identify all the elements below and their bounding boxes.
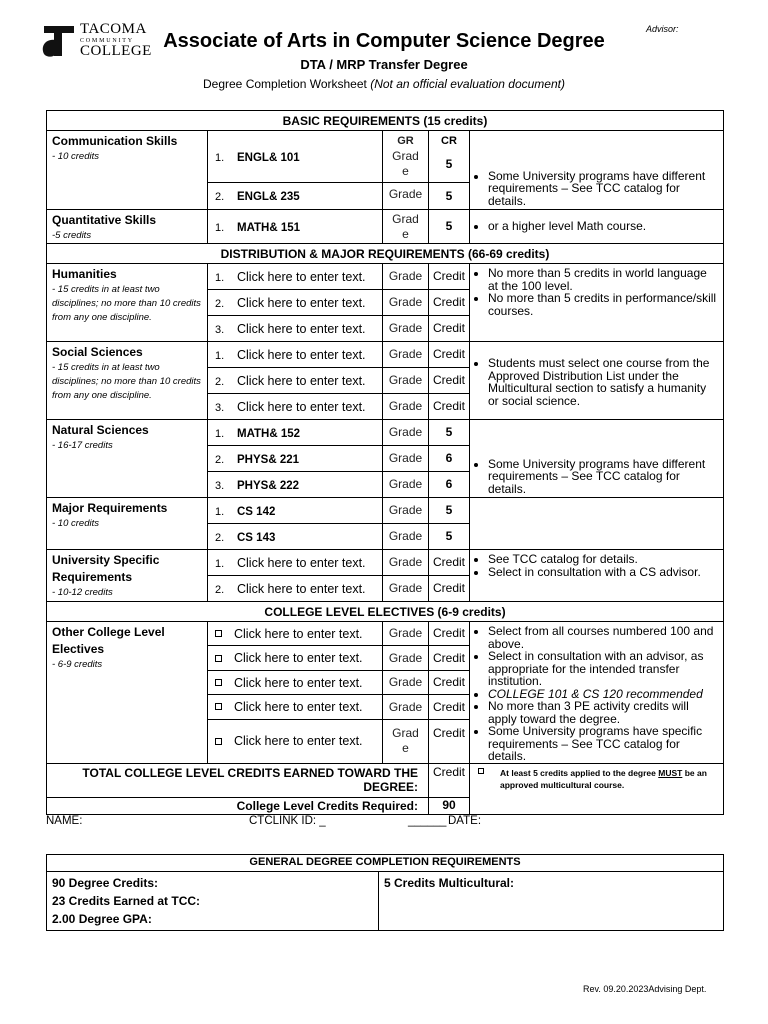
worksheet-table (46, 110, 724, 815)
electives-heading: COLLEGE LEVEL ELECTIVES (6-9 credits) (47, 602, 724, 622)
electives-cell (47, 622, 208, 764)
grade-field[interactable] (383, 342, 429, 368)
communication-note (470, 131, 724, 210)
credits-math151: 5 (429, 210, 470, 244)
social-sciences-cell (47, 342, 208, 420)
worksheet-label: Degree Completion Worksheet (203, 77, 371, 91)
course-placeholder: Click here to enter text. (237, 347, 366, 362)
course-math151 (208, 210, 383, 244)
note-item: • Some University programs have specific requirements – See TCC catalog for details. (488, 725, 719, 763)
grade-placeholder: Grade (388, 503, 423, 517)
page-title: Associate of Arts in Computer Science Degree (163, 30, 605, 52)
course-code: ENGL& 101 (237, 151, 300, 164)
credit-field[interactable] (429, 394, 470, 420)
course-code: PHYS& 221 (237, 453, 300, 466)
credits-engl235: 5 (429, 183, 470, 210)
note-item: • No more than 3 PE activity credits will apply toward the degree. (488, 700, 719, 725)
course-code: ENGL& 235 (237, 191, 300, 203)
gpa-label: 2.00 Degree GPA: (52, 912, 152, 926)
grade-field[interactable] (383, 622, 429, 646)
grade-placeholder: Grade (388, 295, 423, 309)
table-row (47, 420, 724, 446)
credit-placeholder: Credit (432, 347, 465, 361)
grade-placeholder: Grade (388, 425, 423, 439)
course-entry-field[interactable] (208, 576, 383, 602)
grade-placeholder: Grade (388, 675, 423, 690)
checkbox-icon[interactable] (215, 738, 222, 745)
general-requirements-table (46, 854, 724, 931)
electives-label: Other College Level Electives (52, 625, 165, 656)
course-math152 (208, 420, 383, 446)
total-credits-value: Credit (433, 765, 465, 779)
quantitative-skills-cell (47, 210, 208, 244)
total-credits-label: TOTAL COLLEGE LEVEL CREDITS EARNED TOWARD THE DEGREE: (47, 763, 429, 797)
credit-placeholder: Credit (432, 295, 465, 309)
course-number: 2. (215, 375, 225, 388)
credit-value: 5 (429, 420, 470, 446)
required-credits-label: College Level Credits Required: (47, 797, 429, 814)
table-row (47, 498, 724, 524)
course-number: 3. (215, 323, 225, 336)
course-cs143 (208, 524, 383, 550)
ctclink-blank: ______ (408, 815, 447, 827)
university-specific-cell (47, 550, 208, 602)
course-placeholder: Click here to enter text. (234, 734, 363, 749)
name-label: NAME: (46, 815, 83, 827)
credit-placeholder: Credit (432, 675, 465, 690)
credit-placeholder: Credit (432, 555, 465, 569)
course-placeholder: Click here to enter text. (234, 626, 363, 641)
course-entry-field[interactable] (208, 394, 383, 420)
credit-placeholder: Credit (432, 699, 465, 714)
table-row (47, 210, 724, 244)
table-row (47, 550, 724, 576)
course-number: 1. (215, 557, 225, 570)
social-sciences-note (470, 342, 724, 420)
course-number: 2. (215, 453, 225, 466)
cr-column-header: CR (441, 135, 457, 147)
note-item: • See TCC catalog for details. (488, 553, 719, 566)
note-item: • Some University programs have different requirements – See TCC catalog for details. (488, 458, 719, 496)
credit-field[interactable] (429, 316, 470, 342)
note-item: • COLLEGE 101 & CS 120 recommended (488, 688, 719, 701)
course-number: 2. (215, 583, 225, 596)
date-label: DATE: (448, 815, 482, 827)
grade-placeholder: Grade (392, 726, 419, 756)
grade-placeholder: Grade (388, 347, 423, 361)
grade-math151[interactable] (383, 210, 429, 244)
general-requirements-heading: GENERAL DEGREE COMPLETION REQUIREMENTS (47, 855, 724, 872)
grade-field[interactable] (383, 719, 429, 763)
grade-field[interactable] (383, 646, 429, 670)
elective-entry-field[interactable] (208, 670, 383, 694)
basic-requirements-header-row (47, 111, 724, 131)
required-credits-value: 90 (429, 797, 470, 814)
natural-sciences-note (470, 420, 724, 498)
credit-field[interactable] (429, 670, 470, 694)
logo-line-3: COLLEGE (80, 43, 152, 59)
university-specific-label: University Specific Requirements (52, 553, 160, 584)
worksheet-note: (Not an official evaluation document) (370, 77, 565, 91)
multicultural-credits-label: 5 Credits Multicultural: (384, 876, 515, 890)
checkbox-icon[interactable] (215, 630, 222, 637)
grade-placeholder: Grade (388, 699, 423, 714)
note-item: • Select in consultation with an advisor, as appropriate for the intended transfer institution. (488, 650, 719, 688)
grade-placeholder: Grade (388, 373, 423, 387)
course-code: MATH& 151 (237, 221, 301, 234)
grade-placeholder: Grade (388, 451, 423, 465)
grade-field[interactable] (383, 524, 429, 550)
course-number: 1. (215, 505, 225, 518)
grade-field[interactable] (383, 394, 429, 420)
elective-entry-field[interactable] (208, 622, 383, 646)
course-entry-field[interactable] (208, 550, 383, 576)
totals-row (47, 763, 724, 797)
grade-placeholder: Grade (388, 650, 423, 665)
grade-engl235[interactable] (383, 183, 429, 210)
university-specific-credits: - 10-12 credits (52, 587, 113, 598)
credit-field[interactable] (429, 646, 470, 670)
grade-placeholder: Grade (388, 321, 423, 335)
course-engl235 (208, 183, 383, 210)
table-row (47, 622, 724, 646)
course-code: MATH& 152 (237, 427, 301, 440)
course-number: 3. (215, 479, 225, 492)
elective-entry-field[interactable] (208, 719, 383, 763)
degree-credits-label: 90 Degree Credits: (52, 876, 159, 890)
communication-skills-credits: - 10 credits (52, 151, 99, 162)
checkbox-icon[interactable] (215, 703, 222, 710)
checkbox-icon[interactable] (215, 679, 222, 686)
revision-footer: Rev. 09.20.2023Advising Dept. (583, 984, 707, 994)
communication-skills-cell (47, 131, 208, 210)
credit-field[interactable] (429, 264, 470, 290)
grade-placeholder: Grade (388, 626, 423, 641)
course-placeholder: Click here to enter text. (237, 295, 366, 310)
grade-field[interactable] (383, 420, 429, 446)
note-item: • Some University programs have different requirements – See TCC catalog for details. (488, 170, 719, 208)
credit-placeholder: Credit (432, 399, 465, 413)
total-credits-field[interactable] (429, 763, 470, 797)
note-item: • Students must select one course from the Approved Distribution List under the Multicultural section to satisfy a humanity or social science. (488, 357, 719, 407)
course-entry-field[interactable] (208, 368, 383, 394)
course-code: CS 143 (237, 531, 276, 544)
gr-column-header: GR (397, 135, 414, 147)
grade-field[interactable] (383, 670, 429, 694)
grade-placeholder: Grade (388, 269, 423, 283)
course-placeholder: Click here to enter text. (234, 675, 363, 690)
table-row (47, 342, 724, 368)
checkbox-icon[interactable] (478, 768, 484, 774)
note-item: • Select in consultation with a CS advisor. (488, 566, 719, 579)
multicultural-text-end: be an approved multicultural course. (500, 767, 707, 790)
credit-placeholder: Credit (432, 321, 465, 335)
course-cs142 (208, 498, 383, 524)
course-phys221 (208, 446, 383, 472)
course-number: 2. (215, 191, 225, 203)
credit-field[interactable] (429, 719, 470, 763)
credit-field[interactable] (429, 368, 470, 394)
signature-line (46, 815, 723, 829)
quantitative-skills-credits: -5 credits (52, 230, 92, 241)
table-row (47, 264, 724, 290)
note-item: • Select from all courses numbered 100 and above. (488, 625, 719, 650)
social-sciences-credits: - 15 credits in at least two disciplines; no more than 10 credits from any one discipline. (52, 362, 201, 401)
basic-requirements-heading: BASIC REQUIREMENTS (15 credits) (47, 111, 724, 131)
course-placeholder: Click here to enter text. (237, 373, 366, 388)
logo-line-1: TACOMA (80, 21, 147, 37)
course-engl101 (208, 131, 383, 183)
major-requirements-cell (47, 498, 208, 550)
course-code: CS 142 (237, 505, 276, 518)
course-placeholder: Click here to enter text. (237, 269, 366, 284)
electives-header-row (47, 602, 724, 622)
note-item: • No more than 5 credits in performance/skill courses. (488, 292, 719, 317)
grade-placeholder: Grade (388, 529, 423, 543)
course-placeholder: Click here to enter text. (237, 581, 366, 596)
ctclink-label: CTCLINK ID: _ (249, 815, 326, 827)
grade-field[interactable] (383, 576, 429, 602)
grade-field[interactable] (383, 550, 429, 576)
credit-field[interactable] (429, 290, 470, 316)
checkbox-icon[interactable] (215, 655, 222, 662)
grade-field[interactable] (383, 498, 429, 524)
natural-sciences-credits: - 16-17 credits (52, 440, 113, 451)
major-requirements-label: Major Requirements (52, 501, 168, 515)
quantitative-skills-label: Quantitative Skills (52, 213, 157, 227)
grade-field: Grade (388, 187, 423, 201)
tcc-credits-label: 23 Credits Earned at TCC: (52, 894, 201, 908)
grade-field[interactable] (383, 472, 429, 498)
general-requirements-right (379, 872, 724, 931)
credit-value: 5 (445, 157, 453, 171)
electives-note (470, 622, 724, 764)
worksheet-caption (0, 77, 768, 91)
course-placeholder: Click here to enter text. (237, 321, 366, 336)
major-note (470, 498, 724, 550)
electives-credits: - 6-9 credits (52, 659, 103, 670)
course-number: 2. (215, 531, 225, 544)
credit-field[interactable] (429, 576, 470, 602)
course-placeholder: Click here to enter text. (237, 399, 366, 414)
credit-value: 6 (429, 472, 470, 498)
credit-field[interactable] (429, 550, 470, 576)
grade-field: Grade (392, 149, 419, 178)
credit-placeholder: Credit (432, 650, 465, 665)
grade-field[interactable] (383, 446, 429, 472)
credits-engl101 (429, 131, 470, 183)
table-row (47, 131, 724, 183)
elective-entry-field[interactable] (208, 695, 383, 719)
page-subtitle: DTA / MRP Transfer Degree (300, 57, 468, 72)
note-item: • No more than 5 credits in world language at the 100 level. (488, 267, 719, 292)
credit-value: 5 (429, 524, 470, 550)
course-number: 1. (215, 349, 225, 362)
course-code: PHYS& 222 (237, 479, 300, 492)
course-placeholder: Click here to enter text. (234, 700, 363, 715)
credit-field[interactable] (429, 622, 470, 646)
course-entry-field[interactable] (208, 264, 383, 290)
credit-field[interactable] (429, 695, 470, 719)
credit-placeholder: Credit (432, 581, 465, 595)
grade-field[interactable] (383, 695, 429, 719)
note-item: • or a higher level Math course. (488, 220, 719, 233)
humanities-note (470, 264, 724, 342)
humanities-credits: - 15 credits in at least two disciplines; no more than 10 credits from any one discipline. (52, 284, 201, 323)
quantitative-note (470, 210, 724, 244)
credit-placeholder: Credit (433, 726, 465, 741)
humanities-cell (47, 264, 208, 342)
grade-placeholder: Grade (388, 399, 423, 413)
credit-field[interactable] (429, 342, 470, 368)
university-specific-note (470, 550, 724, 602)
natural-sciences-cell (47, 420, 208, 498)
multicultural-text: At least 5 credits applied to the degree (500, 767, 659, 778)
course-entry-field[interactable] (208, 342, 383, 368)
distribution-heading: DISTRIBUTION & MAJOR REQUIREMENTS (66-69 credits) (47, 244, 724, 264)
course-number: 1. (215, 151, 225, 164)
course-number: 1. (215, 427, 225, 440)
general-requirements-left (47, 872, 379, 931)
course-placeholder: Click here to enter text. (234, 651, 363, 666)
grade-field[interactable] (383, 316, 429, 342)
credit-placeholder: Credit (432, 626, 465, 641)
course-placeholder: Click here to enter text. (237, 555, 366, 570)
grade-placeholder: Grade (388, 555, 423, 569)
credit-placeholder: Credit (432, 373, 465, 387)
humanities-label: Humanities (52, 267, 117, 281)
course-entry-field[interactable] (208, 290, 383, 316)
grade-placeholder: Grade (388, 477, 423, 491)
grade-placeholder: Grade (388, 581, 423, 595)
grade-field: Grade (392, 211, 419, 241)
credit-placeholder: Credit (432, 269, 465, 283)
social-sciences-label: Social Sciences (52, 345, 143, 359)
natural-sciences-label: Natural Sciences (52, 423, 149, 437)
course-number: 3. (215, 401, 225, 414)
grade-field[interactable] (383, 368, 429, 394)
communication-skills-label: Communication Skills (52, 134, 178, 148)
course-number: 1. (215, 221, 225, 234)
major-requirements-credits: - 10 credits (52, 518, 99, 529)
course-entry-field[interactable] (208, 316, 383, 342)
credit-value: 6 (429, 446, 470, 472)
grade-field[interactable] (383, 290, 429, 316)
elective-entry-field[interactable] (208, 646, 383, 670)
grade-engl101[interactable] (383, 131, 429, 183)
distribution-header-row (47, 244, 724, 264)
course-number: 1. (215, 271, 225, 284)
advisor-label: Advisor: (646, 24, 679, 34)
multicultural-note (470, 763, 724, 814)
logo-line-2: COMMUNITY (80, 38, 134, 44)
credit-value: 5 (429, 498, 470, 524)
course-phys222 (208, 472, 383, 498)
course-number: 2. (215, 297, 225, 310)
grade-field[interactable] (383, 264, 429, 290)
multicultural-emphasis: MUST (658, 767, 683, 778)
